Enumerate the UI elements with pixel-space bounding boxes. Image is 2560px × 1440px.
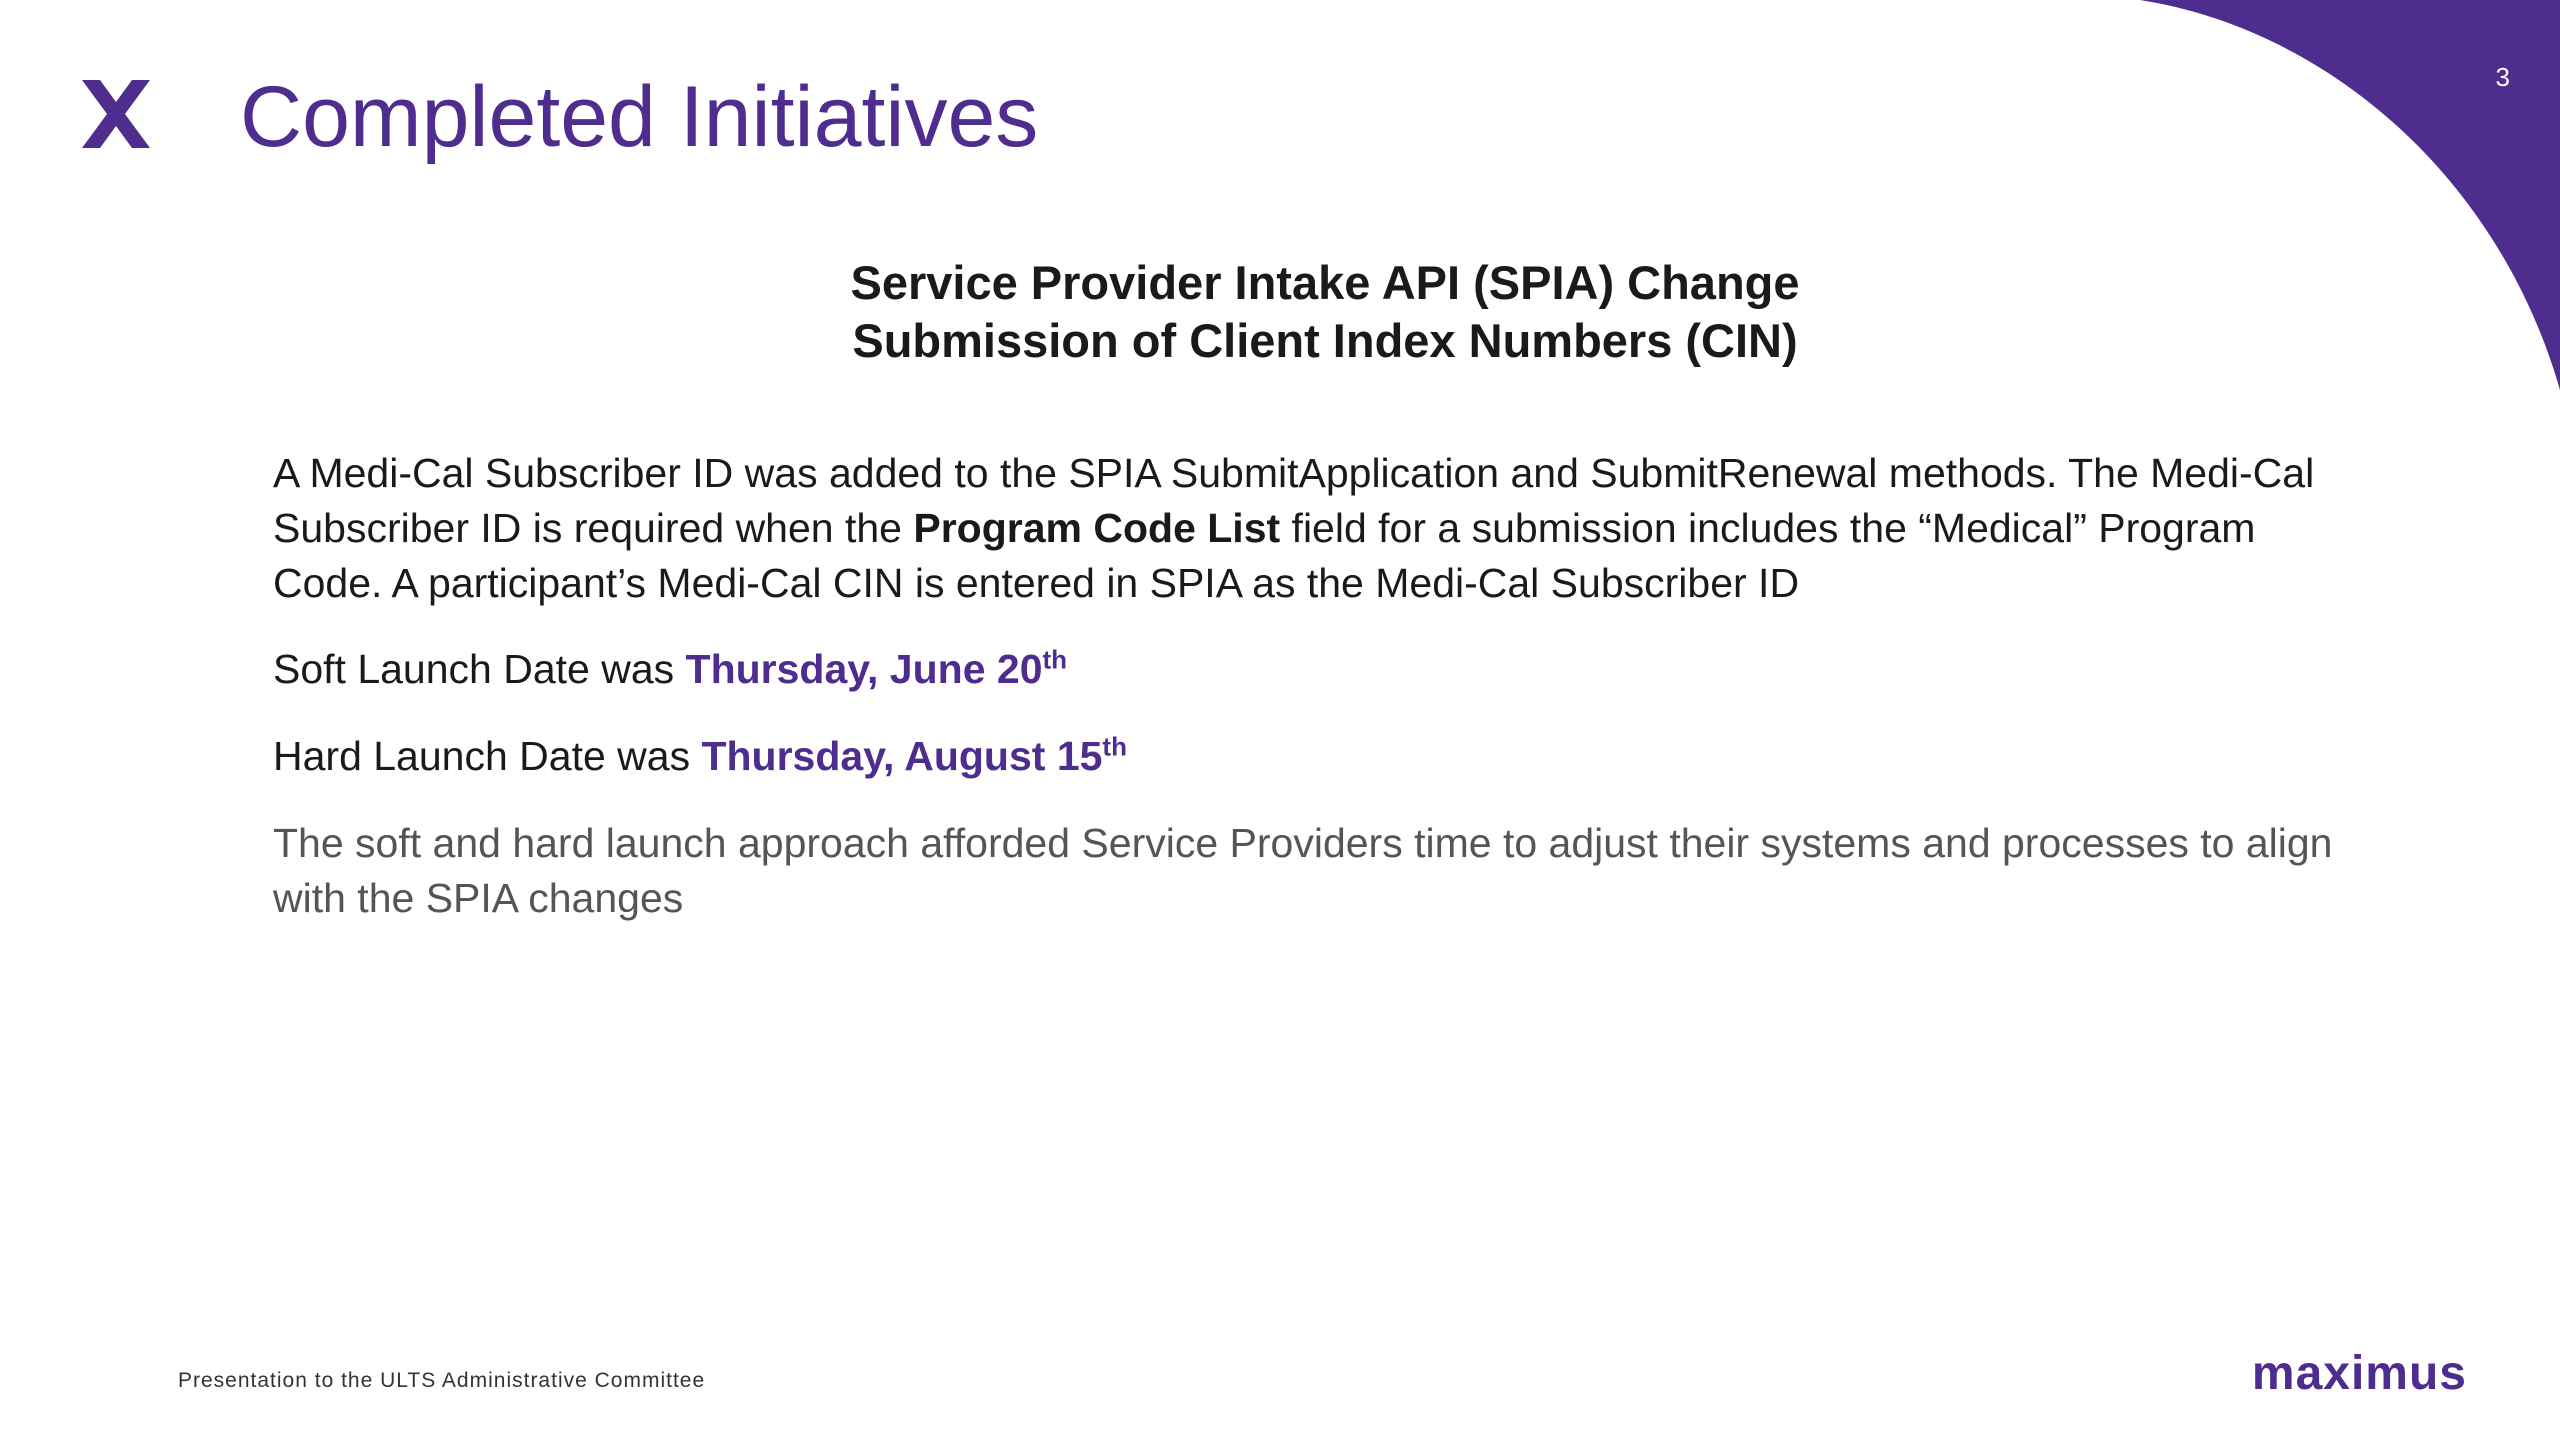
hard-launch-line [273, 729, 2353, 784]
subtitle-line-2: Submission of Client Index Numbers (CIN) [852, 314, 1798, 367]
ordinal-suffix: th [1042, 644, 1068, 675]
paragraph-text: A Medi-Cal Subscriber ID was added to the SPIA SubmitApplication and SubmitRenewal methods. The Medi-Cal Subscriber ID is required when the [273, 450, 2315, 551]
soft-launch-label: Soft Launch Date was [273, 646, 686, 692]
ordinal-suffix: th [1102, 731, 1127, 762]
hard-launch-label: Hard Launch Date was [273, 733, 702, 779]
hard-launch-date: Thursday, August 15th [701, 731, 1127, 779]
paragraph-launch-approach: The soft and hard launch approach afforded Service Providers time to adjust their systems and processes to align with the SPIA changes [273, 820, 2333, 921]
paragraph-text: field for a submission includes the “Medical” Program Code. A participant’s Medi-Cal CIN is entered in SPIA as the Medi-Cal Subscriber ID [273, 505, 2256, 606]
program-code-list-emphasis: Program Code List [913, 505, 1281, 551]
page-title: Completed Initiatives [240, 69, 1039, 165]
slide-number: 3 [2495, 62, 2510, 92]
subtitle-line-1: Service Provider Intake API (SPIA) Change [850, 256, 1800, 309]
soft-launch-date: Thursday, June 20th [685, 644, 1068, 692]
footer-text: Presentation to the ULTS Administrative Committee [178, 1369, 706, 1392]
soft-launch-line [273, 642, 2353, 697]
paragraph-subscriber-id [273, 446, 2353, 611]
maximus-x-icon [80, 78, 152, 150]
maximus-logo: maximus [2251, 1347, 2467, 1400]
